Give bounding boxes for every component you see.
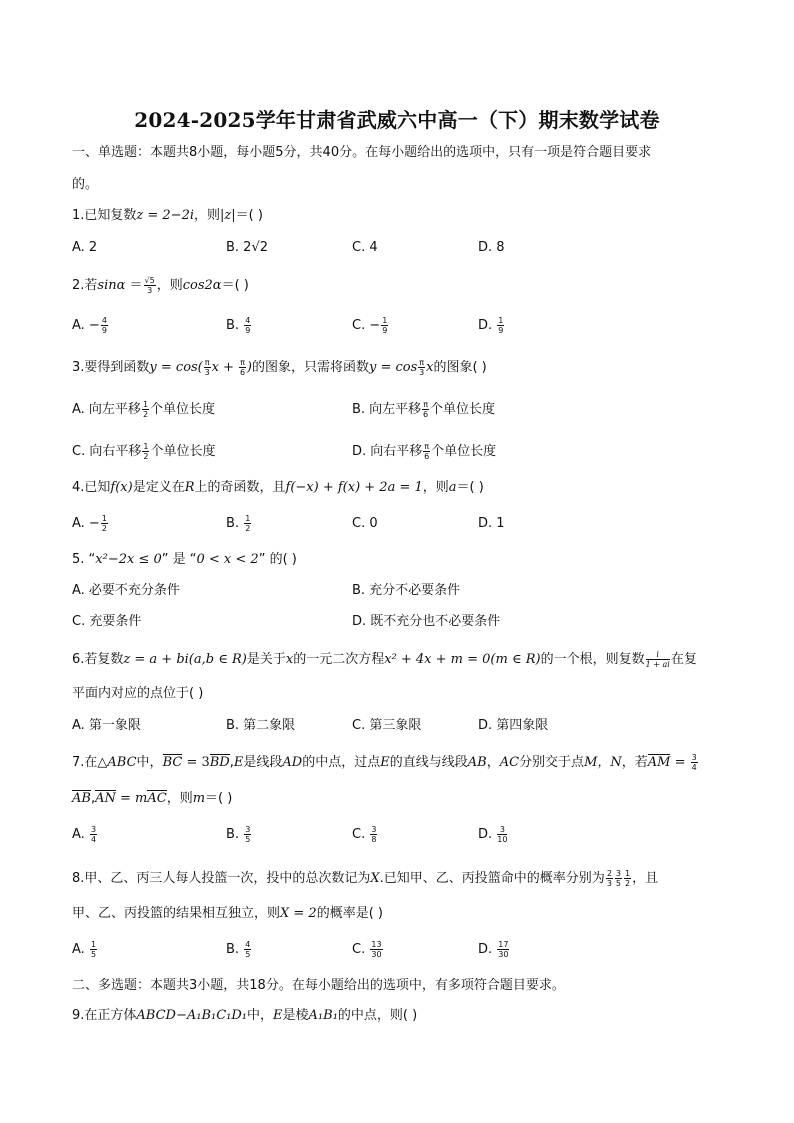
q8-option-b: B. $\frac{4}{5}$ xyxy=(226,940,251,959)
q4-option-a: A. − $\frac{1}{2}$ xyxy=(72,514,107,533)
q1-option-d: D. 8 xyxy=(478,240,505,255)
q5-option-c: C. 充要条件 xyxy=(72,614,142,629)
q6-option-b: B. 第二象限 xyxy=(226,718,296,733)
section1-heading-cont: 的。 xyxy=(72,177,99,192)
question-8-stem: 8.甲、乙、丙三人每人投篮一次，投中的总次数记为X.已知甲、乙、丙投篮命中的概率分别为 $\frac{2}{3}$ $\frac{3}{5}$ $\frac{1}{2}$ ，且 xyxy=(72,869,659,888)
q8-option-a: A. $\frac{1}{5}$ xyxy=(72,940,97,959)
q8-option-c: C. $\frac{13}{30}$ xyxy=(352,940,382,959)
q4-option-b: B. $\frac{1}{2}$ xyxy=(226,514,251,533)
q3-option-a: A. 向左平移 $\frac{1}{2}$ 个单位长度 xyxy=(72,400,216,419)
q5-option-a: A. 必要不充分条件 xyxy=(72,583,180,598)
exam-title: 2024-2025学年甘肃省武威六中高一（下）期末数学试卷 xyxy=(134,108,660,132)
q5-option-b: B. 充分不必要条件 xyxy=(352,583,461,598)
q7-option-b: B. $\frac{3}{5}$ xyxy=(226,825,251,844)
q3-option-c: C. 向右平移 $\frac{1}{2}$ 个单位长度 xyxy=(72,442,216,461)
q2-option-d: D. $\frac{1}{9}$ xyxy=(478,316,504,335)
q7-option-d: D. $\frac{3}{10}$ xyxy=(478,825,508,844)
q3-option-b: B. 向左平移 $\frac{\pi}{6}$ 个单位长度 xyxy=(352,400,496,419)
q5-option-d: D. 既不充分也不必要条件 xyxy=(352,614,501,629)
q7-option-a: A. $\frac{3}{4}$ xyxy=(72,825,97,844)
q4-option-c: C. 0 xyxy=(352,516,378,531)
q6-option-d: D. 第四象限 xyxy=(478,718,549,733)
question-4-stem: 4.已知f(x)是定义在R上的奇函数，且f(−x) + f(x) + 2a = 1，则a＝( ) xyxy=(72,480,484,495)
question-7-stem-cont: AB,AN = mAC，则m＝( ) xyxy=(72,791,233,806)
section2-heading: 二、多选题：本题共3小题，共18分。在每小题给出的选项中，有多项符合题目要求。 xyxy=(72,978,565,993)
q7-option-c: C. $\frac{3}{8}$ xyxy=(352,825,377,844)
question-5-stem: 5. “x²−2x ≤ 0” 是 “0 < x < 2” 的( ) xyxy=(72,552,297,567)
q8-option-d: D. $\frac{17}{30}$ xyxy=(478,940,509,959)
q3-option-d: D. 向右平移 $\frac{\pi}{6}$ 个单位长度 xyxy=(352,442,497,461)
q1-option-b: B. 2√2 xyxy=(226,240,269,255)
question-3-stem: 3.要得到函数y = cos( $\frac{\pi}{3}$ x + $\frac{\pi}{6}$ )的图象，只需将函数y = cos $\frac{\pi}{3}$ x的图象( ) xyxy=(72,358,487,377)
q4-option-d: D. 1 xyxy=(478,516,505,531)
question-9-stem: 9.在正方体ABCD−A₁B₁C₁D₁中，E是棱A₁B₁的中点，则( ) xyxy=(72,1008,418,1023)
section1-heading: 一、单选题：本题共8小题，每小题5分，共40分。在每小题给出的选项中，只有一项是符合题目要求 xyxy=(72,145,652,160)
question-6-stem: 6.若复数z = a + bi(a,b ∈ R)是关于x的一元二次方程x² + 4x + m = 0(m ∈ R)的一个根，则复数 $\frac{i}{1 + ai}$ 在复 xyxy=(72,650,697,669)
q2-option-c: C. − $\frac{1}{9}$ xyxy=(352,316,388,335)
question-6-stem-cont: 平面内对应的点位于( ) xyxy=(72,686,204,701)
question-7-stem: 7.在△ABC中，BC = 3BD,E是线段AD的中点，过点E的直线与线段AB，AC分别交于点M，N，若AM = $\frac{3}{4}$ xyxy=(72,753,697,772)
q6-option-a: A. 第一象限 xyxy=(72,718,141,733)
q1-option-c: C. 4 xyxy=(352,240,378,255)
q1-option-a: A. 2 xyxy=(72,240,98,255)
question-8-stem-cont: 甲、乙、丙投篮的结果相互独立，则X = 2的概率是( ) xyxy=(72,906,383,921)
q2-option-b: B. $\frac{4}{9}$ xyxy=(226,316,251,335)
question-1-stem: 1.已知复数z = 2−2i，则|z|＝( ) xyxy=(72,208,263,223)
question-2-stem: 2.若sinα ＝ $\frac{√5}{3}$ ，则cos2α＝( ) xyxy=(72,276,249,295)
q2-option-a: A. − $\frac{4}{9}$ xyxy=(72,316,107,335)
q6-option-c: C. 第三象限 xyxy=(352,718,422,733)
